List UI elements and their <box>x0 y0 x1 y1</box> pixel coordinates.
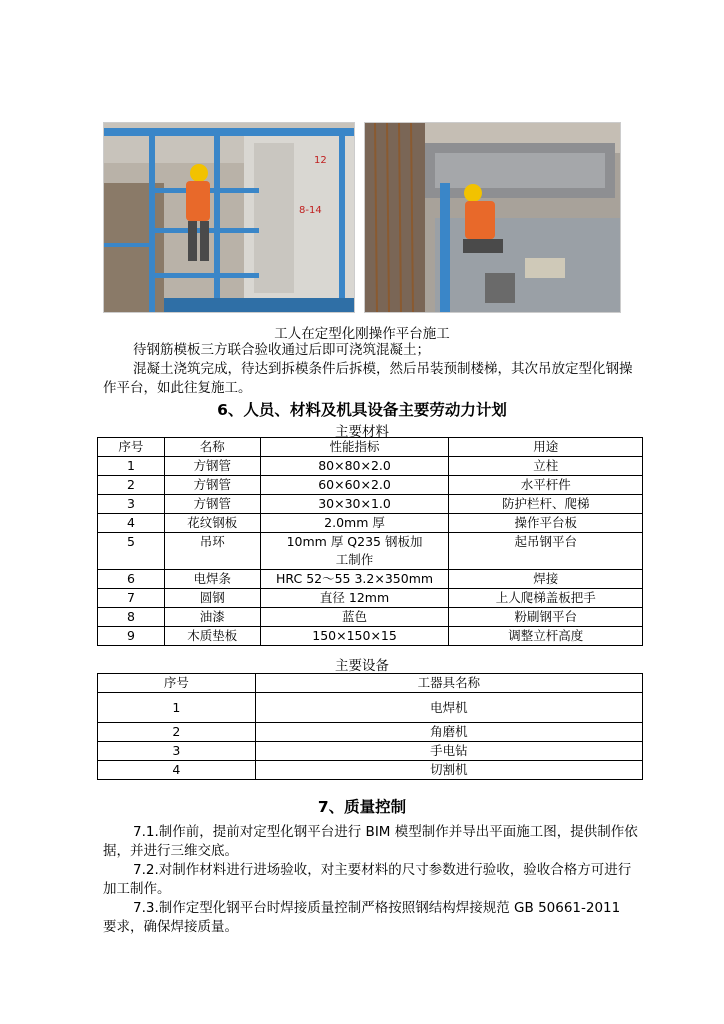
materials-caption: 主要材料 <box>335 424 389 440</box>
cell: 4 <box>98 514 165 533</box>
table-row <box>98 608 643 627</box>
cell: 150×150×15 <box>260 627 449 646</box>
table-header-row <box>98 438 643 457</box>
cell: 木质垫板 <box>164 627 260 646</box>
cell: 电焊机 <box>255 693 642 723</box>
cell: 角磨机 <box>255 723 642 742</box>
header-cell: 序号 <box>98 674 256 693</box>
table-row <box>98 589 643 608</box>
cell: 方钢管 <box>164 476 260 495</box>
quality-item-1: 7.1.制作前，提前对定型化钢平台进行 BIM 模型制作并导出平面施工图，提供制作依据，并进行三维交底。 <box>103 824 638 859</box>
svg-text:8-14: 8-14 <box>299 205 322 216</box>
table-row <box>98 723 643 742</box>
cell: 粉刷钢平台 <box>449 608 643 627</box>
cell: 方钢管 <box>164 457 260 476</box>
cell: 2 <box>98 476 165 495</box>
table-row <box>98 457 643 476</box>
header-cell: 用途 <box>449 438 643 457</box>
table-row <box>98 514 643 533</box>
cell: 方钢管 <box>164 495 260 514</box>
table-row <box>98 761 643 780</box>
materials-table <box>97 437 643 646</box>
table-row <box>98 570 643 589</box>
photo-worker-formwork <box>364 122 621 313</box>
cell: 6 <box>98 570 165 589</box>
cell: 7 <box>98 589 165 608</box>
header-cell: 序号 <box>98 438 165 457</box>
table-row <box>98 495 643 514</box>
quality-item-3: 7.3.制作定型化钢平台时焊接质量控制严格按照钢结构焊接规范 GB 50661-2011 要求，确保焊接质量。 <box>103 900 621 935</box>
cell: 3 <box>98 742 256 761</box>
cell: 手电钻 <box>255 742 642 761</box>
table-header-row <box>98 674 643 693</box>
cell: 3 <box>98 495 165 514</box>
cell: 30×30×1.0 <box>260 495 449 514</box>
table-row <box>98 742 643 761</box>
paragraph-cycle: 混凝土浇筑完成，待达到拆模条件后拆模，然后吊装预制楼梯，其次吊放定型化钢操作平台，如此往复施工。 <box>103 361 633 396</box>
cell: 2.0mm 厚 <box>260 514 449 533</box>
cell: 电焊条 <box>164 570 260 589</box>
quality-item-2: 7.2.对制作材料进行进场验收，对主要材料的尺寸参数进行验收，验收合格方可进行加工制作。 <box>103 862 632 897</box>
cell: 直径 12mm <box>260 589 449 608</box>
table-row <box>98 693 643 723</box>
cell: 立柱 <box>449 457 643 476</box>
cell: 2 <box>98 723 256 742</box>
cell: 花纹钢板 <box>164 514 260 533</box>
section-7-title: 7、质量控制 <box>317 798 407 816</box>
equipment-caption: 主要设备 <box>335 658 389 674</box>
table-row <box>98 476 643 495</box>
cell: 油漆 <box>164 608 260 627</box>
section-6-title: 6、人员、材料及机具设备主要劳动力计划 <box>217 401 507 419</box>
cell: 80×80×2.0 <box>260 457 449 476</box>
table-row <box>98 533 643 570</box>
cell: 圆钢 <box>164 589 260 608</box>
cell: 60×60×2.0 <box>260 476 449 495</box>
cell: 吊环 <box>164 533 260 570</box>
cell: 水平杆件 <box>449 476 643 495</box>
cell: 操作平台板 <box>449 514 643 533</box>
cell: 焊接 <box>449 570 643 589</box>
cell: 8 <box>98 608 165 627</box>
table-row <box>98 627 643 646</box>
equipment-table <box>97 673 643 780</box>
header-cell: 工器具名称 <box>255 674 642 693</box>
svg-text:12: 12 <box>314 155 327 166</box>
cell: 5 <box>98 533 165 570</box>
paragraph-pour-concrete: 待钢筋模板三方联合验收通过后即可浇筑混凝土； <box>133 342 430 358</box>
cell: HRC 52～55 3.2×350mm <box>260 570 449 589</box>
cell: 9 <box>98 627 165 646</box>
cell: 防护栏杆、爬梯 <box>449 495 643 514</box>
cell: 起吊钢平台 <box>449 533 643 570</box>
cell: 切割机 <box>255 761 642 780</box>
cell: 蓝色 <box>260 608 449 627</box>
header-cell: 性能指标 <box>260 438 449 457</box>
photo-caption: 工人在定型化刚操作平台施工 <box>274 326 450 342</box>
photo-platform-ladder <box>103 122 355 313</box>
cell: 4 <box>98 761 256 780</box>
cell: 上人爬梯盖板把手 <box>449 589 643 608</box>
cell: 调整立杆高度 <box>449 627 643 646</box>
cell: 1 <box>98 457 165 476</box>
cell: 10mm 厚 Q235 钢板加工制作 <box>260 533 449 570</box>
header-cell: 名称 <box>164 438 260 457</box>
cell: 1 <box>98 693 256 723</box>
